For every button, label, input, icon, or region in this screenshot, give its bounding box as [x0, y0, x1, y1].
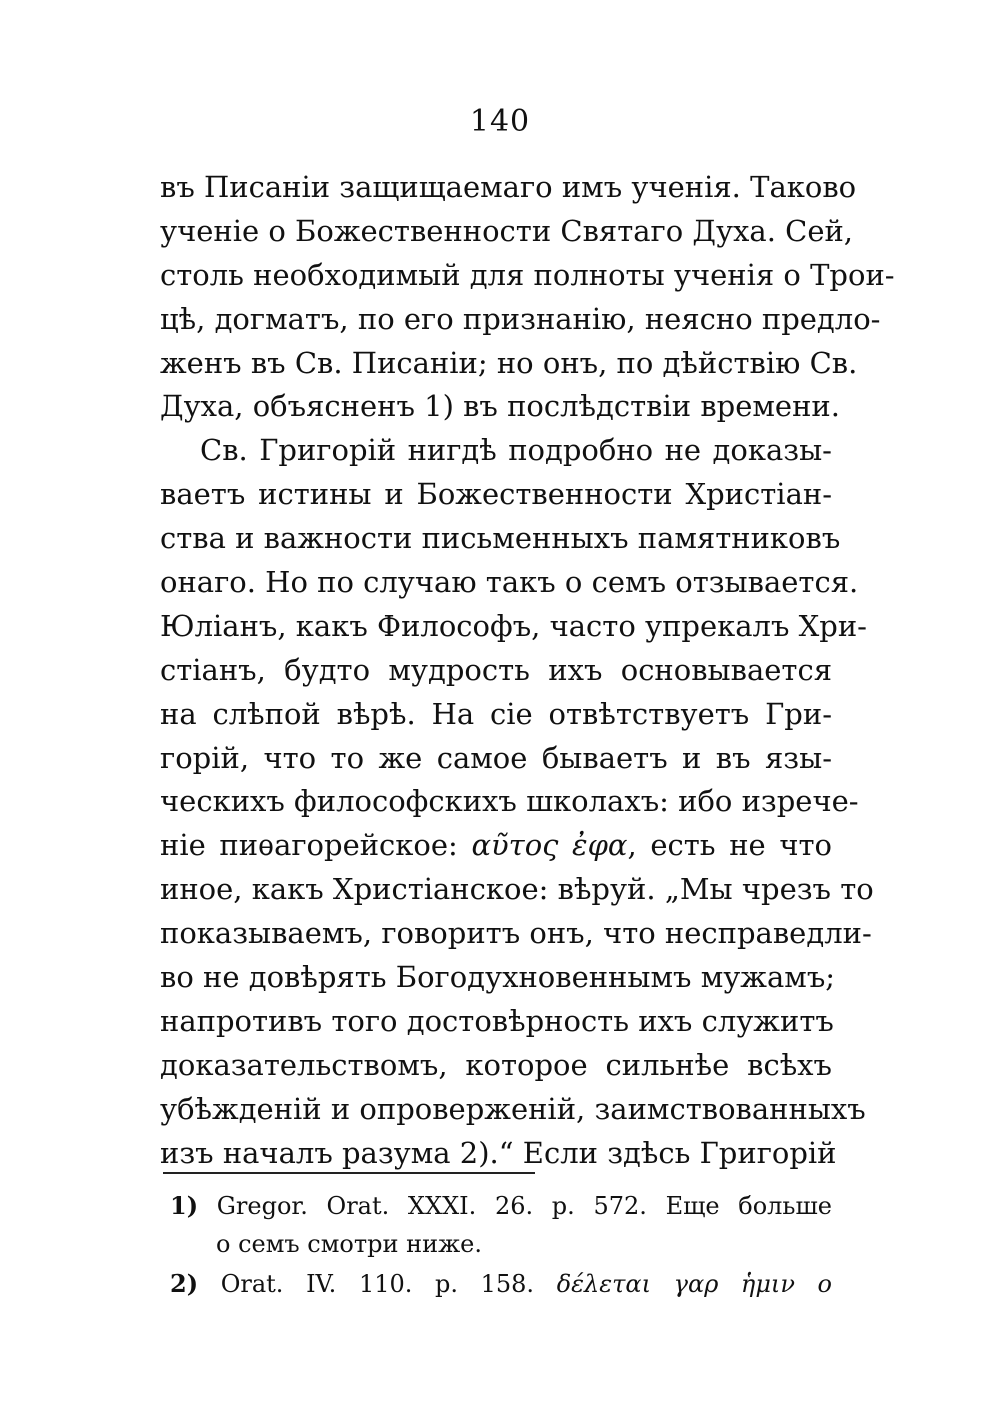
greek-quote: αυ̃τος ἐφα: [471, 828, 628, 863]
text-line-21: доказательствомъ, которое сильнѣе всѣхъ: [160, 1047, 832, 1082]
footnote-2-greek: δέλεται γαρ ἡμιν ο: [556, 1270, 832, 1298]
footnote-2-marker: 2): [170, 1269, 199, 1298]
text-line-12: стіанъ, будто мудрость ихъ основывается: [160, 652, 832, 687]
text-line-9: ства и важности письменныхъ памятниковъ: [160, 521, 841, 556]
page-number: 140: [469, 104, 531, 139]
text-line-6: Духа, объясненъ 1) въ послѣдствіи времени.: [160, 389, 840, 424]
footnote-1-text: Gregor. Orat. XXXI. 26. p. 572. Еще больше: [216, 1192, 832, 1220]
text-line-15: ческихъ философскихъ школахъ: ибо изрече-: [160, 784, 859, 819]
footnote-divider: [163, 1172, 535, 1174]
text-line-22: убѣжденій и опроверженій, заимствованныхъ: [160, 1091, 866, 1126]
text-line-16-start: ніе пиѳагорейское:: [160, 828, 458, 863]
text-line-4: цѣ, догматъ, по его признанію, неясно предло-: [160, 301, 881, 336]
text-line-8: ваетъ истины и Божественности Христіан-: [160, 477, 832, 512]
text-line-19: во не довѣрять Богодухновеннымъ мужамъ;: [160, 960, 836, 995]
text-line-2: ученіе о Божественности Святаго Духа. Сей,: [160, 213, 854, 248]
footnotes: [170, 1186, 832, 1303]
text-line-17: иное, какъ Христіанское: вѣруй. „Мы чрезъ то: [160, 872, 874, 907]
text-line-3: столь необходимый для полноты ученія о Трои-: [160, 257, 895, 292]
text-line-16-end: есть не что: [650, 828, 832, 863]
main-text: [160, 166, 895, 1175]
text-line-10: онаго. Но по случаю такъ о семъ отзывается.: [160, 565, 859, 600]
footnote-1-continuation: о семъ смотри ниже.: [216, 1230, 483, 1258]
text-line-16: ніе пиѳагорейское: αυ̃τος ἐφα, есть не что: [160, 828, 832, 863]
text-line-23: изъ началъ разума 2).“ Если здѣсь Григорій: [160, 1135, 837, 1170]
text-line-14: горій, что то же самое бываетъ и въ язы-: [160, 740, 832, 775]
text-line-11: Юліанъ, какъ Философъ, часто упрекалъ Хри-: [160, 608, 867, 643]
text-line-20: напротивъ того достовѣрность ихъ служитъ: [160, 1003, 834, 1038]
footnote-2-text: Orat. IV. 110. p. 158.: [220, 1270, 535, 1298]
footnote-2: [170, 1264, 832, 1303]
footnote-1: [170, 1186, 832, 1225]
text-line-5: женъ въ Св. Писаніи; но онъ, по дѣйствію Св.: [160, 345, 858, 380]
text-line-13: на слѣпой вѣрѣ. На сіе отвѣтствуетъ Гри-: [160, 696, 832, 731]
text-line-7: Св. Григорій нигдѣ подробно не доказы-: [200, 433, 832, 468]
text-line-1: въ Писаніи защищаемаго имъ ученія. Таково: [160, 170, 857, 204]
footnote-1-marker: 1): [170, 1191, 199, 1220]
text-line-18: показываемъ, говоритъ онъ, что несправедли-: [160, 916, 872, 951]
